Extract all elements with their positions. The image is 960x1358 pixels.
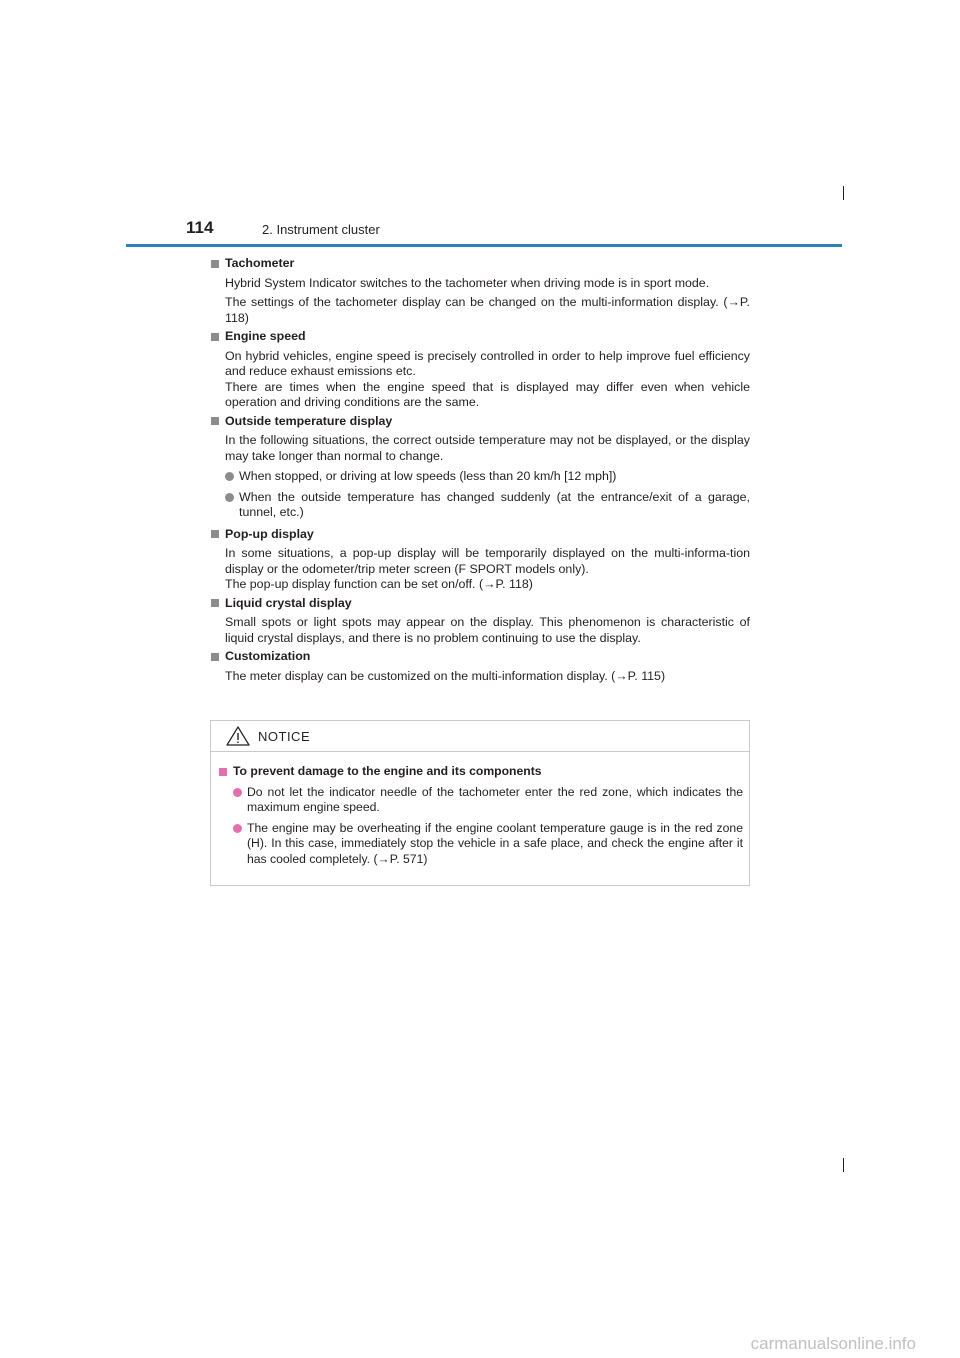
- paragraph: The settings of the tachometer display can be changed on the multi-information display. (→P. 118): [225, 295, 750, 325]
- section-title: Pop-up display: [225, 526, 314, 541]
- round-bullet-icon: [233, 824, 242, 833]
- warning-triangle-icon: [226, 726, 250, 746]
- page-header: [186, 216, 842, 246]
- square-bullet-icon: [211, 260, 219, 268]
- section-title: Engine speed: [225, 329, 306, 343]
- square-bullet-icon: [211, 653, 219, 661]
- chapter-title: 2. Instrument cluster: [262, 222, 380, 237]
- paragraph: The meter display can be customized on the multi-information display. (→P. 115): [225, 668, 666, 683]
- section-title: Tachometer: [225, 256, 295, 270]
- header-rule: [126, 244, 842, 247]
- section-liquid-crystal-display: [210, 596, 750, 647]
- section-engine-speed: [210, 329, 750, 411]
- list-item-text: Do not let the indicator needle of the tachometer enter the red zone, which indicates the maximum engine speed.: [247, 784, 743, 814]
- round-bullet-icon: [225, 472, 234, 481]
- page-number: 114: [186, 218, 214, 237]
- watermark: carmanualsonline.info: [750, 1334, 916, 1353]
- square-bullet-icon: [211, 333, 219, 341]
- notice-title: To prevent damage to the engine and its components: [233, 764, 542, 778]
- list-item: [225, 469, 750, 485]
- paragraph: There are times when the engine speed that is displayed may differ even when vehicle operation and driving conditions are the same.: [225, 379, 750, 409]
- square-bullet-icon: [211, 417, 219, 425]
- round-bullet-icon: [233, 788, 242, 797]
- notice-box: [210, 720, 750, 886]
- list-item-text: When stopped, or driving at low speeds (less than 20 km/h [12 mph]): [239, 469, 617, 483]
- list-item-text: When the outside temperature has changed suddenly (at the entrance/exit of a garage, tunnel, etc.): [239, 489, 750, 519]
- crop-mark-bottom: [843, 1158, 844, 1172]
- paragraph: In the following situations, the correct outside temperature may not be displayed, or the display may take longer than normal to change.: [225, 433, 750, 463]
- square-bullet-icon: [211, 530, 219, 538]
- section-title: Liquid crystal display: [225, 595, 352, 610]
- notice-header: [211, 721, 749, 752]
- round-bullet-icon: [225, 493, 234, 502]
- section-outside-temperature: [210, 414, 750, 521]
- paragraph: On hybrid vehicles, engine speed is precisely controlled in order to help improve fuel efficiency and reduce exhaust emissions etc.: [225, 348, 750, 378]
- section-title: Customization: [225, 649, 311, 663]
- main-content: [210, 256, 750, 687]
- section-pop-up-display: [210, 527, 750, 593]
- list-item: [225, 490, 750, 521]
- paragraph: Small spots or light spots may appear on the display. This phenomenon is characteristic of liquid crystal displays, and there is no problem continuing to use the display.: [225, 615, 750, 645]
- paragraph: The pop-up display function can be set on/off. (→P. 118): [225, 577, 533, 591]
- list-item-text: The engine may be overheating if the engine coolant temperature gauge is in the red zone (H). In this case, immediately stop the vehicle in a safe place, and check the engine after it has cooled completely. (→P. 571): [247, 820, 743, 866]
- section-customization: [210, 649, 750, 684]
- list-item: [233, 785, 743, 816]
- section-title: Outside temperature display: [225, 413, 393, 428]
- paragraph: In some situations, a pop-up display will be temporarily displayed on the multi-informa-tion display or the odometer/trip meter screen (F SPORT models only).: [225, 546, 750, 576]
- crop-mark-top: [843, 186, 844, 200]
- square-bullet-icon: [211, 599, 219, 607]
- section-tachometer: [210, 256, 750, 326]
- list-item: [233, 821, 743, 868]
- notice-body: [211, 752, 749, 867]
- paragraph: Hybrid System Indicator switches to the tachometer when driving mode is in sport mode.: [225, 275, 710, 290]
- square-bullet-icon: [219, 768, 227, 776]
- notice-label: NOTICE: [258, 728, 311, 744]
